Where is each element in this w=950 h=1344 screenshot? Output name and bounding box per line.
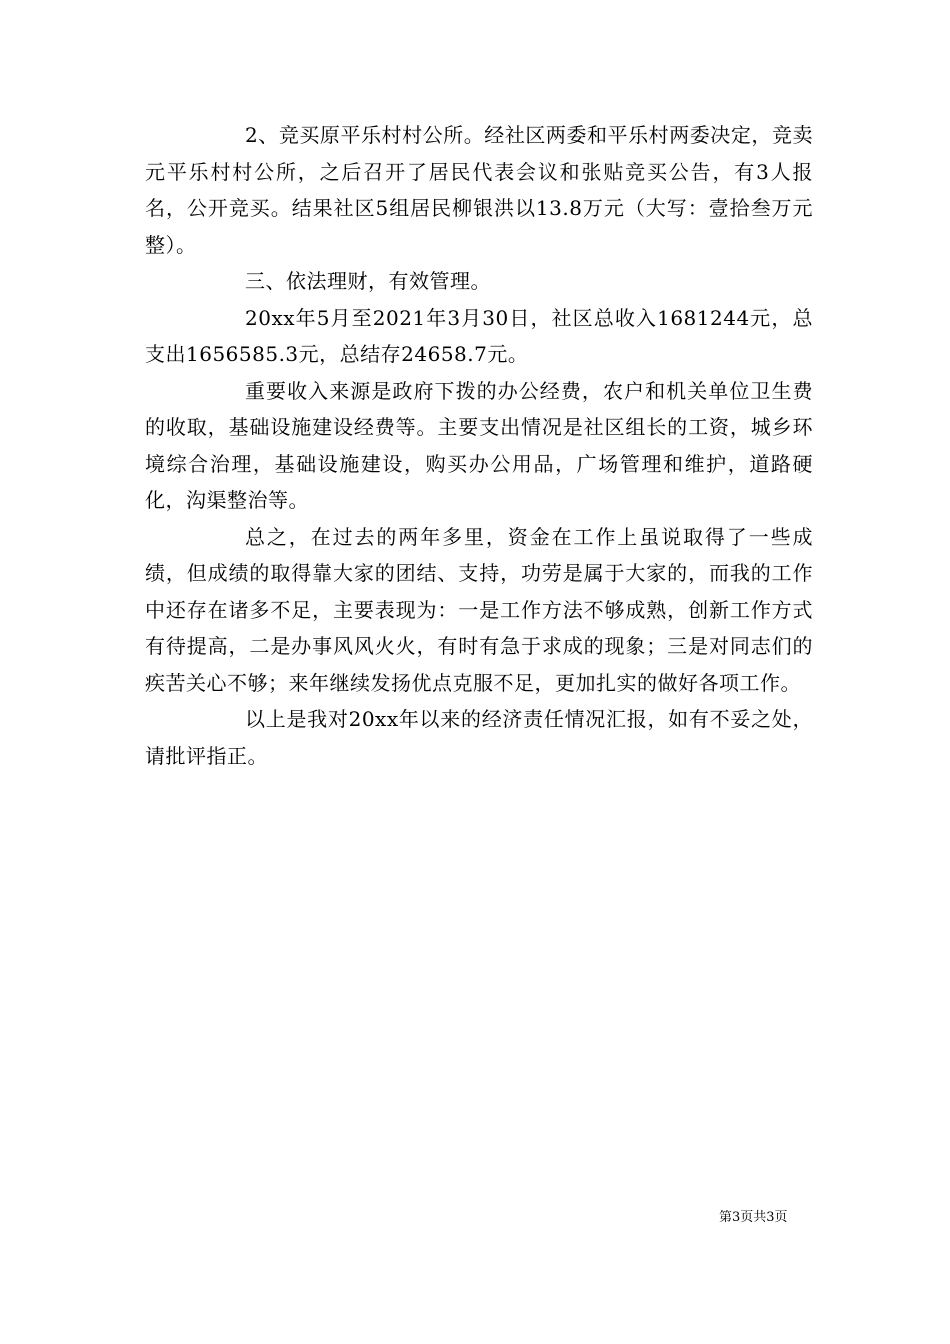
document-body	[145, 117, 813, 774]
page-number: 第3页共3页	[719, 1210, 788, 1225]
paragraph-closing: 以上是我对20xx年以来的经济责任情况汇报，如有不妥之处，请批评指正。	[145, 707, 813, 768]
paragraph-auction: 2、竞买原平乐村村公所。经社区两委和平乐村两委决定，竞卖元平乐村村公所，之后召开了居民代表会议和张贴竞买公告，有3人报名，公开竞买。结果社区5组居民柳银洪以13.8万元（大写：壹拾叁万元整）。	[145, 123, 813, 257]
paragraph-income-sources: 重要收入来源是政府下拨的办公经费，农户和机关单位卫生费的收取，基础设施建设经费等。主要支出情况是社区组长的工资，城乡环境综合治理，基础设施建设，购买办公用品，广场管理和维护，道路硬化，沟渠整治等。	[145, 378, 813, 512]
paragraph-income-summary: 20xx年5月至2021年3月30日，社区总收入1681244元，总支出1656585.3元，总结存24658.7元。	[145, 305, 813, 366]
section-heading-finance: 三、依法理财，有效管理。	[245, 269, 491, 293]
paragraph-conclusion: 总之，在过去的两年多里，资金在工作上虽说取得了一些成绩，但成绩的取得靠大家的团结、支持，功劳是属于大家的，而我的工作中还存在诸多不足，主要表现为：一是工作方法不够成熟，创新工作方式有待提高，二是办事风风火火，有时有急于求成的现象；三是对同志们的疾苦关心不够；来年继续发扬优点克服不足，更加扎实的做好各项工作。	[145, 524, 813, 695]
